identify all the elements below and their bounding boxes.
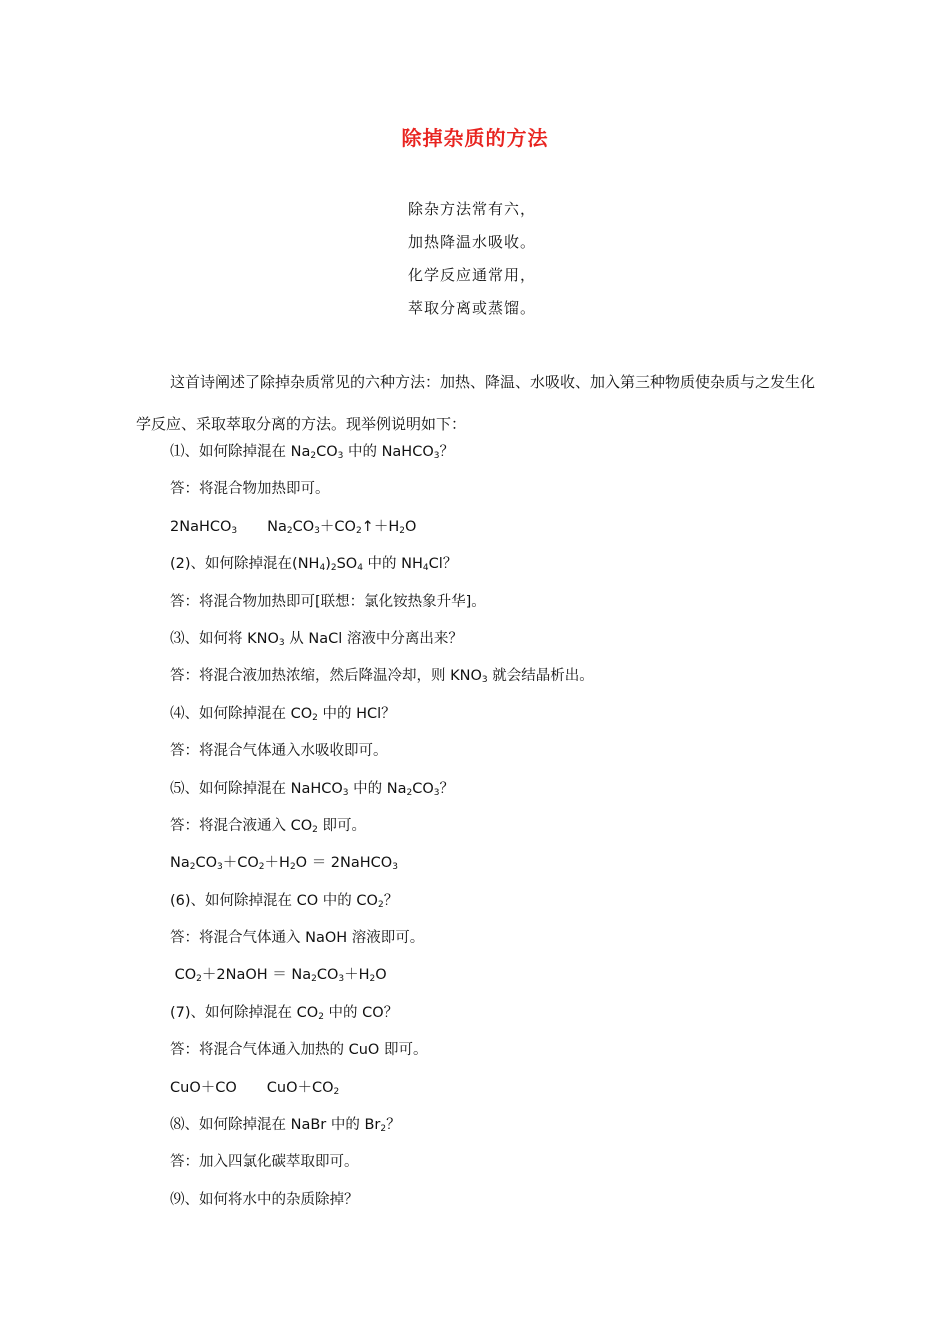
content-line: ⑸、如何除掉混在 NaHCO$_3$ 中的 $Na_2CO_3$？ <box>170 780 454 798</box>
poem-line: 加热降温水吸收。 <box>408 233 537 251</box>
content-line: 答：将混合物加热即可[联想：氯化铵热象升华]。 <box>170 593 486 610</box>
poem-line: 化学反应通常用， <box>408 266 537 284</box>
content-line: ⑼、如何将水中的杂质除掉？ <box>170 1191 359 1208</box>
content-line: ⑶、如何将 $KNO_3$ 从 NaCl 溶液中分离出来？ <box>170 630 463 648</box>
poem-line: 除杂方法常有六， <box>408 200 537 218</box>
document-title: 除掉杂质的方法 <box>401 126 549 150</box>
content-line: 答：将混合气体通入 NaOH 溶液即可。 <box>170 930 425 947</box>
content-line: (7)、如何除掉混在 $CO_2$ 中的 CO？ <box>170 1004 399 1022</box>
content-line: 2NaHCO$_3$ $Na_2CO_3+CO_2↑+H_2O$ <box>170 518 417 536</box>
content-line: 答：将混合气体通入水吸收即可。 <box>170 743 388 760</box>
content-line: 答：将混合气体通入加热的 CuO 即可。 <box>170 1042 428 1059</box>
poem-line: 萃取分离或蒸馏。 <box>408 299 537 317</box>
content-line: ⑷、如何除掉混在 $CO_2$ 中的 HCl？ <box>170 705 396 723</box>
content-line: 答：将混合物加热即可。 <box>170 481 330 498</box>
qa-list <box>136 438 816 1223</box>
content-line: 答：将混合液通入 $CO_2$ 即可。 <box>170 817 366 835</box>
content-line: CuO＋CO $CuO+CO_2$ <box>170 1079 340 1097</box>
content-line: $CO_2+2NaOH = Na_2CO_3+H_2O$ <box>170 967 387 985</box>
content-line: (6)、如何除掉混在 CO 中的 $CO_2$？ <box>170 892 399 910</box>
content-line: 答：将混合液加热浓缩，然后降温冷却，则 $KNO_3$ 就会结晶析出。 <box>170 668 594 686</box>
intro-paragraph: 这首诗阐述了除掉杂质常见的六种方法：加热、降温、水吸收、加入第三种物质使杂质与之发生化学反应、采取萃取分离的方法。现举例说明如下： <box>136 373 816 433</box>
content-line: $Na_2CO_3+CO_2+H_2O$ ＝ 2NaHCO$_3$ <box>170 855 398 873</box>
content-line: (2)、如何除掉混在$(NH_4)_2SO_4$ 中的 $NH_4Cl$？ <box>170 556 458 574</box>
content-line: ⑻、如何除掉混在 NaBr 中的 $Br_2$？ <box>170 1117 401 1135</box>
content-line: 答：加入四氯化碳萃取即可。 <box>170 1154 359 1171</box>
content-line: ⑴、如何除掉混在 $Na_2CO_3$ 中的 NaHCO$_3$？ <box>170 444 454 461</box>
poem <box>408 198 608 330</box>
